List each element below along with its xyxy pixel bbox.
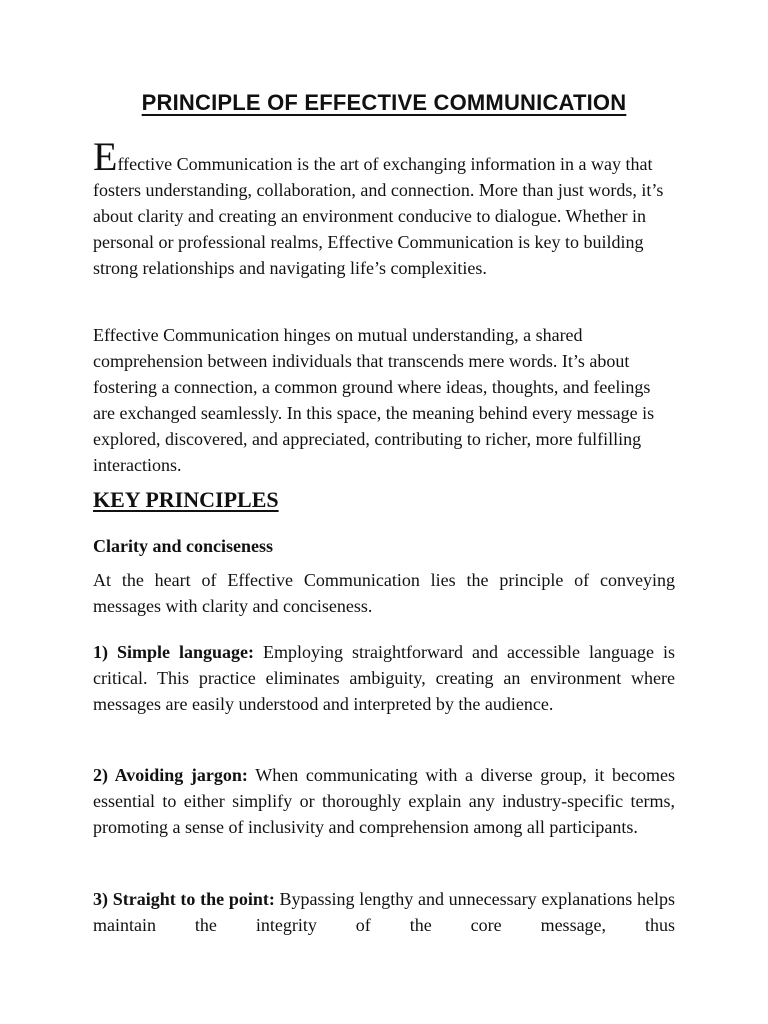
list-item-text: Employing straightforward and accessible language is critical. This practice eliminates ambiguity, creating an environment where messages are easily understood and interpreted by the audience. bbox=[93, 642, 675, 714]
document-title bbox=[0, 88, 768, 118]
list-item bbox=[93, 886, 675, 938]
list-item bbox=[93, 639, 675, 717]
understanding-paragraph: Effective Communication hinges on mutual understanding, a shared comprehension between individuals that transcends mere words. It’s about fostering a connection, a common ground where ideas, thoughts, and feelings are exchanged seamlessly. In this space, the meaning behind every message is explored, discovered, and appreciated, contributing to richer, more fulfilling interactions. bbox=[93, 325, 655, 475]
section-heading bbox=[93, 486, 279, 514]
drop-cap-letter: E bbox=[93, 134, 118, 179]
intro-paragraph bbox=[93, 134, 675, 281]
list-item-label: 1) Simple language: bbox=[93, 642, 255, 662]
list-item-text: When communicating with a diverse group, it becomes essential to either simplify or thoroughly explain any industry-specific terms, promoting a sense of inclusivity and comprehension among all participants. bbox=[93, 765, 675, 837]
section-heading-text: KEY PRINCIPLES bbox=[93, 487, 279, 512]
list-item-label: 2) Avoiding jargon: bbox=[93, 765, 248, 785]
list-item bbox=[93, 762, 675, 840]
intro-paragraph-text: ffective Communication is the art of exchanging information in a way that fosters understanding, collaboration, and connection. More than just words, it’s about clarity and creating an environment conducive to dialogue. Whether in personal or professional realms, Effective Communication is key to building strong relationships and navigating life’s complexities. bbox=[93, 154, 664, 278]
subheading-paragraph: At the heart of Effective Communication lies the principle of conveying messages with clarity and conciseness. bbox=[93, 570, 675, 616]
document-title-text: PRINCIPLE OF EFFECTIVE COMMUNICATION bbox=[141, 90, 627, 115]
list-item-label: 3) Straight to the point: bbox=[93, 889, 275, 909]
list-item-text: Bypassing lengthy and unnecessary explanations helps maintain the integrity of the core message, thus bbox=[93, 889, 675, 935]
subheading: Clarity and conciseness bbox=[93, 536, 273, 556]
